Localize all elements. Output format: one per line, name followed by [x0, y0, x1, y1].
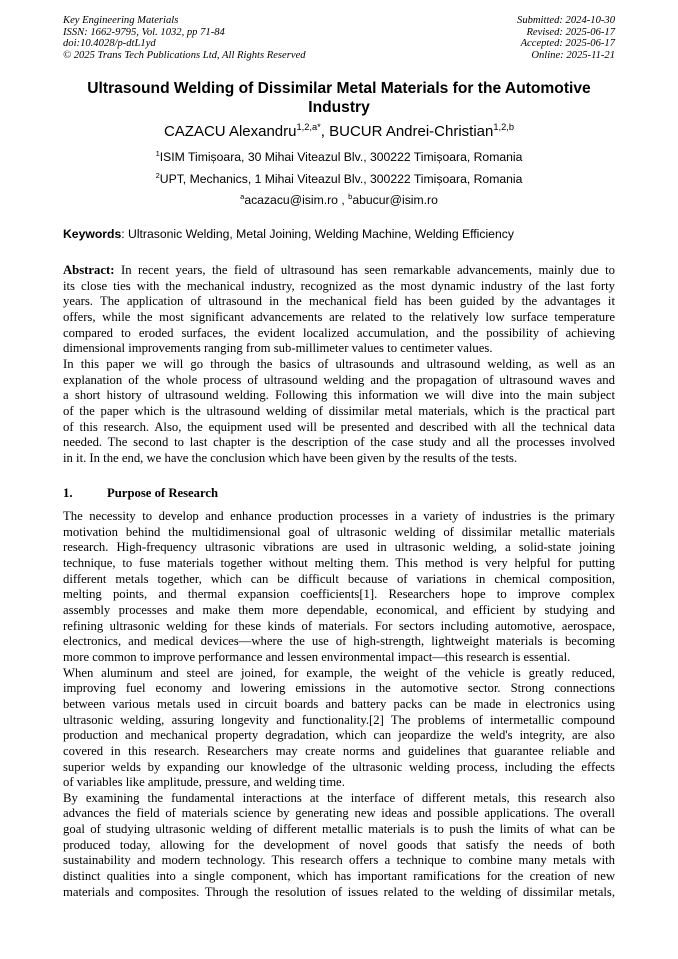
abstract — [63, 263, 615, 467]
line-text: assembly processes and make them more dependable, economical, and efficient by studying and — [63, 602, 615, 617]
line-text: refining ultrasonic welding for these kinds of materials. For sectors including automotive, aerospace, — [63, 618, 615, 633]
line-text: years. The application of ultrasound in the mechanical field has been guided by the advantages it — [63, 294, 615, 309]
abstract-label: Abstract: — [63, 263, 115, 277]
accepted-date: Accepted: 2025-06-17 — [520, 38, 615, 50]
line-text: research. High-frequency ultrasonic vibrations are used in ultrasonic welding, a solid-state joining — [63, 540, 615, 555]
text-line — [63, 556, 615, 572]
section-body — [63, 509, 615, 900]
text-line — [63, 326, 615, 342]
author-name: CAZACU Alexandru — [163, 123, 297, 140]
text-line — [63, 869, 615, 885]
text-line — [63, 420, 615, 436]
text-line — [63, 619, 615, 635]
keywords-label: Keywords — [63, 227, 122, 241]
text-line — [63, 681, 615, 697]
line-text: in it. In the end, we have the conclusion which have been given by the results of the tests. — [63, 450, 518, 465]
section-title: Purpose of Research — [107, 486, 219, 500]
email-marker: a — [240, 191, 245, 201]
text-line — [63, 357, 615, 373]
line-text: ultrasonic welding, assuring longevity and functionality.[2] The problems of intermetallic compound — [63, 712, 615, 727]
line-text: dimensional improvements ranging from sub-millimeter values to centimeter values. — [63, 341, 493, 356]
text-line — [63, 373, 615, 389]
affiliation — [63, 150, 615, 164]
issn-volume: ISSN: 1662-9795, Vol. 1032, pp 71-84 — [63, 26, 225, 38]
text-line — [63, 572, 615, 588]
author-separator: , — [320, 123, 330, 140]
text-line — [63, 838, 615, 854]
line-text: motivation behind the multidimensional goal of ultrasonic welding of dissimilar metallic materials — [63, 524, 615, 539]
emails — [63, 193, 615, 207]
text-line — [63, 853, 615, 869]
dates-info — [517, 15, 615, 61]
affiliation — [63, 172, 615, 186]
text-line — [63, 404, 615, 420]
authors — [63, 123, 615, 140]
author-affiliation-marker: 1,2,a* — [296, 122, 321, 132]
line-text: goal of studying ultrasonic welding of different metallic materials is to push the limits of what can be — [63, 822, 615, 837]
line-text: The necessity to develop and enhance production processes in a variety of industries is the primary — [63, 509, 615, 523]
line-text: offers, while the most significant advancements are related to the relatively low surface temperature — [63, 309, 615, 324]
journal-name: Key Engineering Materials — [63, 15, 179, 26]
text-line — [63, 791, 615, 807]
text-line — [63, 634, 615, 650]
line-text: advances the field of materials science by generating new ideas and possible applications. The overall — [63, 806, 615, 821]
line-text: produced today, allowing for the development of novel goods that satisfy the needs of both — [63, 837, 615, 852]
text-line — [63, 294, 615, 310]
line-text: technique, to fuse materials together without melting them. This method is very helpful for putting — [63, 555, 615, 570]
line-text: production and mechanical property degradation, which can jeopardize the weld's integrity, are also — [63, 728, 615, 743]
copyright: © 2025 Trans Tech Publications Ltd, All Rights Reserved — [63, 49, 306, 61]
section-heading — [63, 486, 218, 501]
line-text: melting points, and thermal expansion coefficients[1]. Researchers hope to improve complex — [63, 587, 615, 602]
line-text: of this research. Also, the equipment used will be presented and described with all the technical data — [63, 419, 615, 434]
text-line — [63, 885, 615, 901]
line-text: In recent years, the field of ultrasound has seen remarkable advancements, mainly due to — [114, 263, 615, 277]
email-link[interactable]: abucur@isim.ro — [352, 193, 438, 207]
email-marker: b — [348, 191, 353, 201]
line-text: of variables like amplitude, pressure, and welding time. — [63, 775, 345, 790]
journal-info — [63, 15, 306, 61]
line-text: In this paper we will go through the basics of ultrasounds and ultrasound welding, as well as an — [63, 356, 615, 371]
line-text: distinct qualities into a single component, which has important ramifications for the creation of new — [63, 869, 615, 884]
line-text: explanation of the whole process of ultrasound welding and the propagation of ultrasound waves and — [63, 372, 615, 387]
affiliation-text: UPT, Mechanics, 1 Mihai Viteazul Blv., 300222 Timișoara, Romania — [159, 172, 523, 186]
text-line — [63, 806, 615, 822]
section-number: 1. — [63, 486, 73, 500]
text-line — [63, 341, 615, 357]
email-separator: , — [337, 193, 349, 207]
keywords — [63, 227, 514, 241]
revised-date: Revised: 2025-06-17 — [526, 26, 615, 38]
text-line — [63, 666, 615, 682]
line-text: its close ties with the mechanical industry, recognized as the most dynamic industry of the last forty — [63, 278, 615, 293]
text-line — [63, 263, 615, 279]
line-text: improving fuel economy and lowering emissions in the automotive sector. Strong connections — [63, 681, 615, 696]
text-line — [63, 451, 615, 467]
line-text: compared to eroded surfaces, the evident localized accumulation, and the possibility of achieving — [63, 325, 615, 340]
text-line — [63, 587, 615, 603]
text-line — [63, 744, 615, 760]
text-line — [63, 435, 615, 451]
text-line — [63, 509, 615, 525]
line-text: By examining the fundamental interactions at the interface of different metals, this research also — [63, 790, 615, 805]
text-line — [63, 775, 615, 791]
text-line — [63, 540, 615, 556]
text-line — [63, 650, 615, 666]
line-text: needed. The second to last chapter is the description of the case study and all the processes involved — [63, 435, 615, 450]
submitted-date: Submitted: 2024-10-30 — [517, 15, 615, 26]
line-text: sustainability and modern technology. This research offers a technique to combine many metals with — [63, 853, 615, 868]
affiliation-text: ISIM Timișoara, 30 Mihai Viteazul Blv., 300222 Timișoara, Romania — [159, 150, 523, 164]
line-text: of the paper which is the ultrasound welding of dissimilar metal materials, which is the practical part — [63, 403, 615, 418]
text-line — [63, 713, 615, 729]
text-line — [63, 822, 615, 838]
email-link[interactable]: acazacu@isim.ro — [244, 193, 338, 207]
line-text: more common to improve performance and lessen environmental impact—this research is essential. — [63, 649, 571, 664]
line-text: electronics, and medical devices—where the use of high-strength, lightweight materials is becoming — [63, 634, 615, 649]
text-line — [63, 279, 615, 295]
line-text: materials and composites. Through the resolution of issues related to the welding of dissimilar metals, — [63, 884, 615, 899]
keywords-text: : Ultrasonic Welding, Metal Joining, Welding Machine, Welding Efficiency — [121, 227, 514, 241]
text-line — [63, 697, 615, 713]
text-line — [63, 603, 615, 619]
line-text: between various metals used in circuit boards and battery packs can be made in electronics using — [63, 696, 615, 711]
doi: doi:10.4028/p-dtL1yd — [63, 38, 156, 50]
line-text: covered in this research. Researchers may create norms and guidelines that guarantee reliable and — [63, 743, 615, 758]
text-line — [63, 760, 615, 776]
author-name: BUCUR Andrei-Christian — [329, 123, 494, 140]
text-line — [63, 310, 615, 326]
line-text: superior welds by expanding our knowledge of the ultrasonic welding process, including the effects — [63, 759, 615, 774]
author-affiliation-marker: 1,2,b — [493, 122, 515, 132]
affiliation-marker: 1 — [155, 148, 160, 158]
text-line — [63, 388, 615, 404]
line-text: different metals together, which can be difficult because of variations in chemical composition, — [63, 571, 615, 586]
paper-title: Ultrasound Welding of Dissimilar Metal Materials for the Automotive Industry — [87, 80, 591, 116]
text-line — [63, 525, 615, 541]
line-text: When aluminum and steel are joined, for example, the weight of the vehicle is greatly reduced, — [63, 665, 615, 680]
line-text: a short history of ultrasound welding. Following this information we will dive into the main subject — [63, 388, 615, 403]
online-date: Online: 2025-11-21 — [531, 49, 615, 61]
affiliation-marker: 2 — [155, 170, 160, 180]
text-line — [63, 728, 615, 744]
